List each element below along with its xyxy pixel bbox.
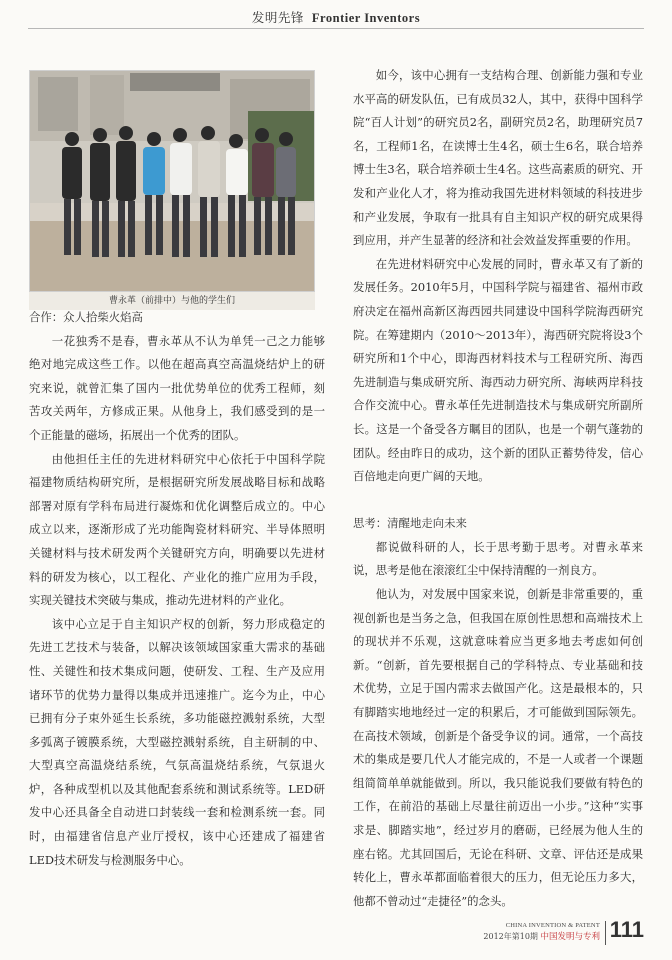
- section-spacer: [353, 489, 643, 513]
- section-title-cooperation: 合作：众人拾柴火焰高: [29, 310, 143, 324]
- photo-caption: 曹永革（前排中）与他的学生们: [29, 292, 315, 310]
- page-number: 111: [609, 917, 644, 942]
- footer-brand: [483, 922, 600, 942]
- footer-brand-en: CHINA INVENTION & PATENT: [505, 922, 600, 929]
- paragraph: 如今，该中心拥有一支结构合理、创新能力强和专业水平高的研发队伍，已有成员32人，其中，获得中国科学院“百人计划”的研究员2名，副研究员2名，助理研究员7名，工程师1名，在读博士生4名，硕士生6名，联合培养博士生3名，联合培养硕士生4名。这些高素质的研究、开发和产业化人才，将为推动我国先进材料领域的科技进步和产业发展，争取有一批具有自主知识产权的研究成果得到应用，并产生显著的经济和社会效益发挥重要的作用。: [353, 68, 643, 248]
- header-section-cn: 发明先锋: [251, 10, 304, 25]
- footer-divider: [605, 921, 606, 945]
- group-photo-illustration: [30, 71, 315, 292]
- paragraph: 该中心立足于自主知识产权的创新，努力形成稳定的先进工艺技术与装备，以解决该领域国家重大需求的基础性、关键性和技术集成问题，使研发、工程、生产及应用诸环节的优势力量得以集成并迅速推广。迄今为止，中心已拥有分子束外延生长系统，多功能磁控溅射系统，大型多弧离子镀膜系统，大型磁控溅射系统，自主研制的中、大型真空高温烧结系统，气氛高温烧结系统，气氛退火炉，各种成型机以及其他配套系统和测试系统等。LED研发中心还具备全自动进口封装线一套和检测系统一套。同时，由福建省信息产业厅授权，该中心还建成了福建省LED技术研发与检测服务中心。: [29, 616, 325, 867]
- paragraph: 他认为，对发展中国家来说，创新是非常重要的，重视创新也是当务之急，但我国在原创性思想和高端技术上的现状并不乐观，这就意味着应当更多地去考虑如何创新。“创新，首先要根据自己的学科特点、专业基础和技术优势，立足于国内需求去做国产化。这是最根本的，只有脚踏实地地经过一定的积累后，才可能做到国际领先。在高技术领域，创新是个备受争议的词。通常，一个高技术的集成是要几代人才能完成的，不是一人或者一个课题组简简单单就能做到。所以，我只能说我们要做有特色的工作，在前沿的基础上尽量往前迈出一小步。”这种“实事求是、脚踏实地”，经过岁月的磨砺，已经展为他人生的座右铭。尤其回国后，无论在科研、文章、评估还是成果转化上，曹永革都面临着很大的压力，但无论压力多大，他都不曾动过“走捷径”的念头。: [353, 587, 643, 908]
- left-column: [29, 306, 325, 872]
- header-divider: [28, 28, 644, 29]
- section-title-thinking: 思考：清醒地走向未来: [353, 516, 467, 531]
- paragraph: 在先进材料研究中心发展的同时，曹永革又有了新的发展任务。2010年5月，中国科学院与福建省、福州市政府决定在福州高新区海西园共同建设中国科学院海西研究院。在筹建期内（2010～2013年），海西研究院将设3个研究所和1个中心，即海西材料技术与工程研究所、海西先进制造与集成研究所、海西动力研究所、海峡两岸科技合作交流中心。曹永革任先进制造技术与集成研究所副所长。这是一个备受各方瞩目的团队，也是一个朝气蓬勃的团队。经由昨日的成功，这个新的团队正蓄势待发，信心百倍地走向更广阔的天地。: [353, 256, 643, 484]
- header-title: [0, 8, 672, 26]
- right-column: [353, 64, 643, 913]
- running-header: [0, 0, 672, 34]
- paragraph: 都说做科研的人，长于思考勤于思考。对曹永革来说，思考是他在滚滚红尘中保持清醒的一剂良方。: [353, 539, 643, 578]
- footer-issue: 2012年第10期: [483, 932, 538, 941]
- footer-brand-cn: 中国发明与专利: [540, 932, 600, 942]
- paragraph: 一花独秀不是春，曹永革从不认为单凭一己之力能够绝对地完成这些工作。以他在超高真空高温烧结炉上的研究来说，就曾汇集了国内一批优势单位的优秀工程师，刻苦攻关两年，方修成正果。从他身上，我们感受到的是一个正能量的磁场，拓展出一个优秀的团队。: [29, 333, 325, 442]
- paragraph: 由他担任主任的先进材料研究中心依托于中国科学院福建物质结构研究所，是根据研究所发展战略目标和战略部署对原有学科布局进行凝炼和优化调整后成立的。中心成立以来，逐渐形成了光功能陶瓷材料研究、半导体照明关键材料与技术研发两个关键研究方向，明确要以先进材料的研发为核心，以工程化、产业化的推广应用为手段，实现关键技术突破与集成，推动先进材料的产业化。: [29, 451, 325, 608]
- header-section-en: Frontier Inventors: [311, 11, 421, 25]
- footer-issue-line: [483, 930, 600, 942]
- group-photo: [29, 70, 315, 292]
